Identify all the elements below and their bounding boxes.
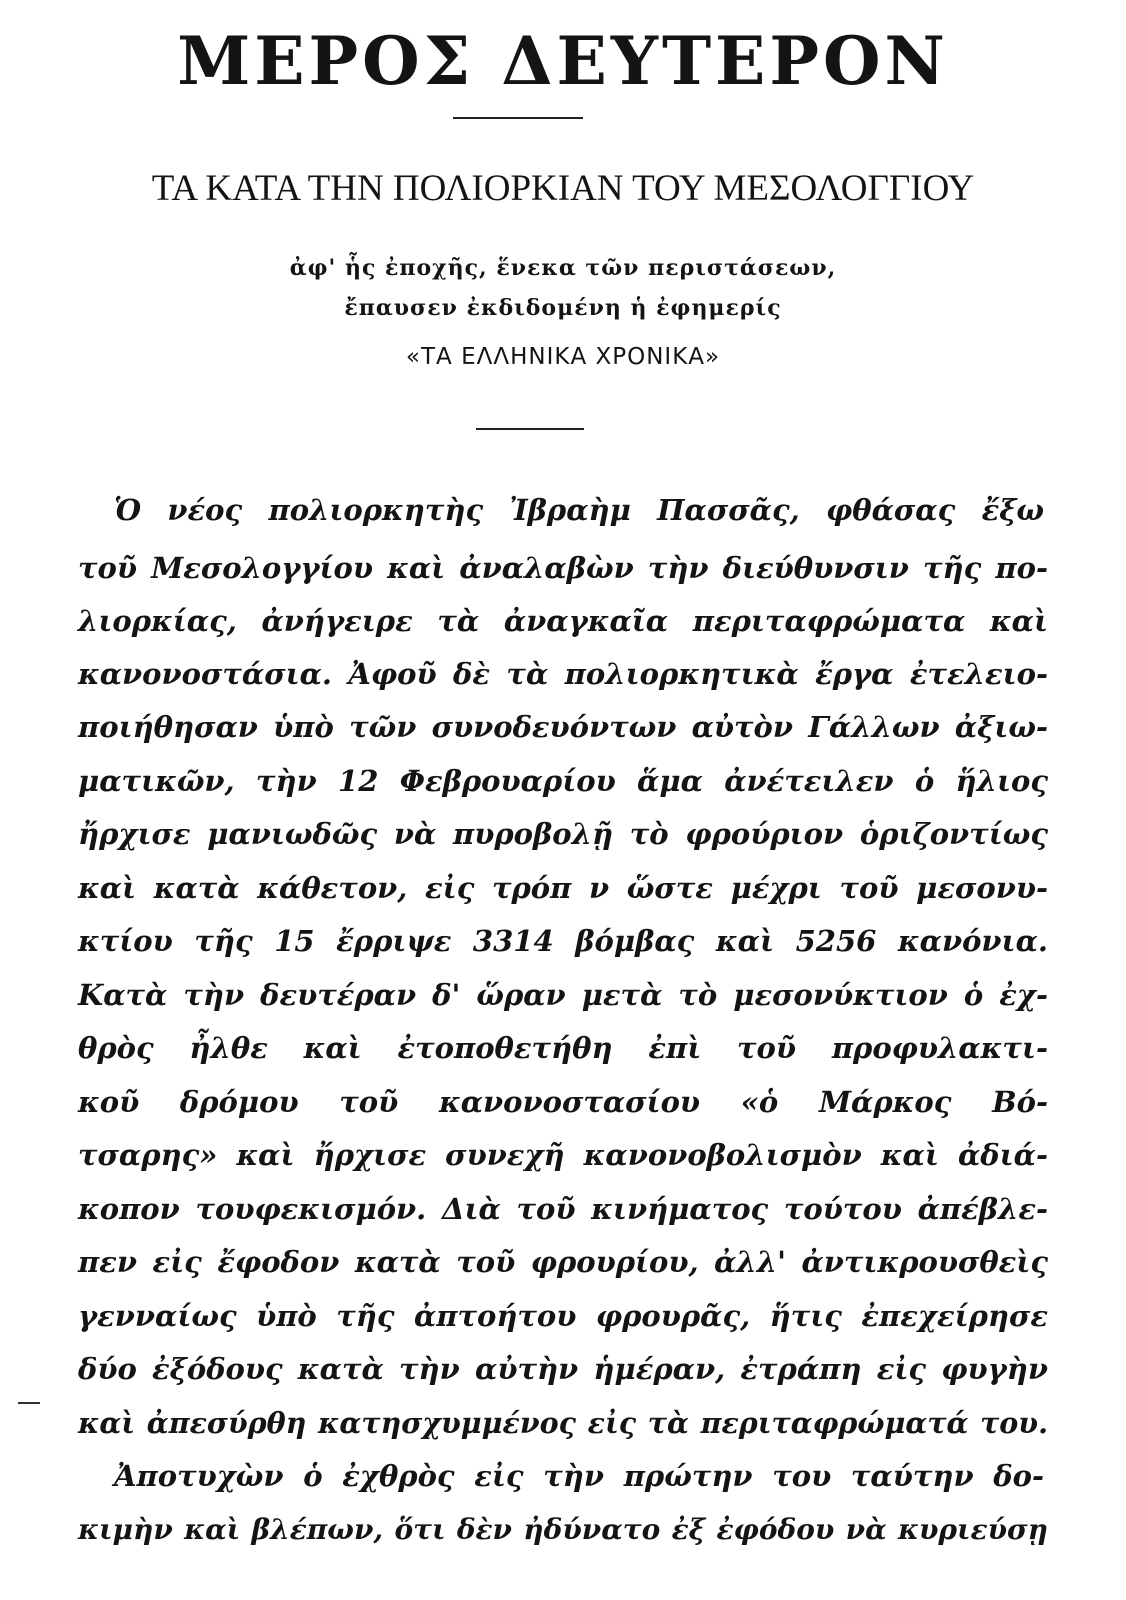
part-title: ΜΕΡΟΣ ΔΕΥΤΕΡΟΝ <box>177 22 949 100</box>
body-line: κανονοστάσια. Ἀφοῦ δὲ τὰ πολιορκητικὰ ἔργα ἐτελειο- <box>78 657 1048 691</box>
body-line: δύο ἐξόδους κατὰ τὴν αὐτὴν ἡμέραν, ἐτράπη εἰς φυγὴν <box>78 1352 1048 1386</box>
subtitle-line: ἔπαυσεν ἐκδιδομένη ἡ ἐφημερίς <box>344 295 782 321</box>
body-line: τοῦ Μεσολογγίου καὶ ἀναλαβὼν τὴν διεύθυνσιν τῆς πο- <box>78 551 1048 585</box>
body-line: καὶ ἀπεσύρθη κατησχυμμένος εἰς τὰ περιταφρώματά του. <box>78 1406 1048 1440</box>
body-line: κοῦ δρόμου τοῦ κανονοστασίου «ὁ Μάρκος Βό- <box>78 1085 1048 1119</box>
subtitle-line: ἀφ' ἧς ἐποχῆς, ἕνεκα τῶν περιστάσεων, <box>289 255 837 281</box>
body-line: Κατὰ τὴν δευτέραν δ' ὥραν μετὰ τὸ μεσονύκτιον ὁ ἐχ- <box>78 978 1048 1012</box>
body-line: κτίου τῆς 15 ἔρριψε 3314 βόμβας καὶ 5256 κανόνια. <box>78 924 1048 958</box>
body-line: γενναίως ὑπὸ τῆς ἀπτοήτου φρουρᾶς, ἥτις ἐπεχείρησε <box>78 1299 1048 1333</box>
body-line: θρὸς ἦλθε καὶ ἐτοποθετήθη ἐπὶ τοῦ προφυλακτι- <box>78 1031 1048 1065</box>
body-line: ματικῶν, τὴν 12 Φεβρουαρίου ἅμα ἀνέτειλεν ὁ ἥλιος <box>78 764 1048 798</box>
body-line: ποιήθησαν ὑπὸ τῶν συνοδευόντων αὐτὸν Γάλλων ἀξιω- <box>78 710 1048 744</box>
body-line: Ὁ νέος πολιορκητὴς Ἰβραὴμ Πασσᾶς, φθάσας ἔξω <box>114 493 1044 527</box>
margin-mark <box>18 1402 40 1404</box>
body-line: πεν εἰς ἔφοδον κατὰ τοῦ φρουρίου, ἀλλ' ἀντικρουσθεὶς <box>78 1245 1048 1279</box>
section-title: ΤΑ ΚΑΤΑ ΤΗΝ ΠΟΛΙΟΡΚΙΑΝ ΤΟΥ ΜΕΣΟΛΟΓΓΙΟΥ <box>151 168 975 209</box>
body-line: κιμὴν καὶ βλέπων, ὅτι δὲν ἠδύνατο ἐξ ἐφόδου νὰ κυριεύσῃ <box>78 1513 1048 1546</box>
body-line: καὶ κατὰ κάθετον, εἰς τρόπ ν ὥστε μέχρι τοῦ μεσονυ- <box>78 871 1048 905</box>
body-line: Ἀποτυχὼν ὁ ἐχθρὸς εἰς τὴν πρώτην του ταύτην δο- <box>114 1459 1044 1493</box>
section-divider <box>476 428 584 430</box>
body-line: ἤρχισε μανιωδῶς νὰ πυροβολῇ τὸ φρούριον ὁριζοντίως <box>78 817 1048 851</box>
body-line: λιορκίας, ἀνήγειρε τὰ ἀναγκαῖα περιταφρώματα καὶ <box>78 604 1048 638</box>
body-line: κοπον τουφεκισμόν. Διὰ τοῦ κινήματος τούτου ἀπέβλε- <box>78 1192 1048 1226</box>
newspaper-name: «ΤΑ ΕΛΛΗΝΙΚΑ ΧΡΟΝΙΚΑ» <box>405 344 721 370</box>
body-line: τσαρης» καὶ ἤρχισε συνεχῆ κανονοβολισμὸν καὶ ἀδιά- <box>78 1138 1048 1172</box>
title-divider <box>453 117 583 119</box>
